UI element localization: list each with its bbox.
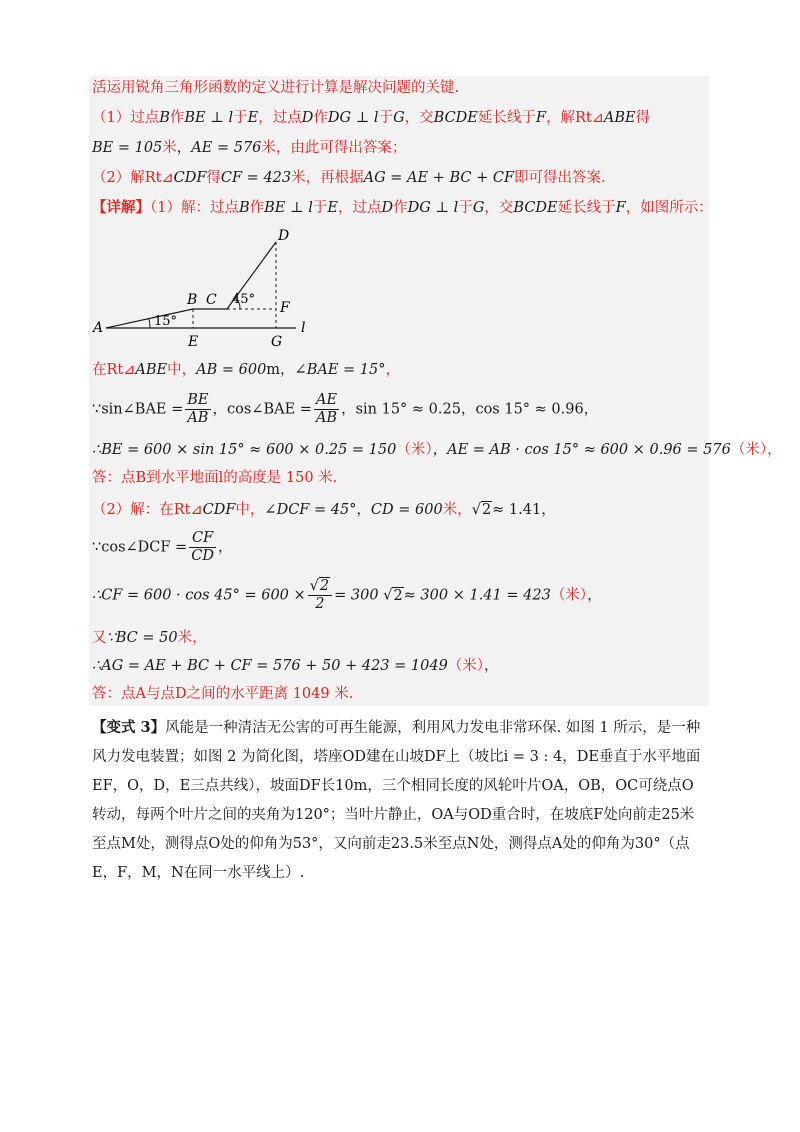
label-d: D: [278, 228, 290, 244]
sol1-text-b: 中，: [167, 362, 197, 378]
sol1-approx: ，sin 15° ≈ 0.25，cos 15° ≈ 0.96，: [341, 401, 599, 418]
label-e: E: [188, 334, 199, 350]
angle-arc-a: [149, 319, 150, 328]
hint1-text-a: （1）过点: [92, 110, 160, 126]
sol2-line3: ∴CF = 600 · cos 45° = 600 × $\frac{√2}{2}$ = 300 √2≈ 300 × 1.41 = 423（米），: [92, 578, 602, 612]
hint1-be-value: BE = 105: [92, 140, 163, 156]
sol2-again: 又: [92, 630, 107, 646]
sol2-cf-calc-c: ≈ 300 × 1.41 = 423: [403, 587, 551, 604]
sol1-be-calc: ∴BE = 600 × sin 15° ≈ 600 × 0.25 = 150: [92, 442, 397, 458]
fraction-sqrt2-2: $\frac{√2}{2}$: [308, 578, 332, 613]
label-a: A: [93, 320, 104, 336]
detail-text-a: （1）解：过点: [150, 200, 239, 216]
frac-numerator-cf: CF: [189, 530, 216, 548]
hint1-line1: （1）过点B作BE ⊥ l于E，过点D作DG ⊥ l于G，交BCDE延长线于F，解Rt⊿ABE得: [92, 110, 651, 126]
label-b: B: [187, 292, 198, 308]
hint1-text-c: ，过点: [258, 110, 302, 126]
sol2-line1: （2）解：在Rt⊿CDF中，∠DCF = 45°，CD = 600米，√2≈ 1.41，: [92, 502, 556, 518]
fraction-be-ab: [185, 392, 210, 427]
frac-numerator-ae: AE: [314, 392, 339, 410]
hint1-text-d: 作: [313, 110, 328, 126]
sol2-cf-calc-b: = 300: [334, 587, 379, 604]
detail-text-b: 作: [249, 200, 265, 216]
hint2-text-a: （2）解Rt: [92, 170, 162, 186]
variant-text: 风能是一种清洁无公害的可再生能源，利用风力发电非常环保. 如图 1 所示，是一种风力发电装置；如图 2 为简化图，塔座OD建在山坡DF上（坡比i = 3 : 4，DE垂直于水平地面EF，O，D，E三点共线），坡面DF长10m，三个相同长度的风轮叶片OA，OB，OC可绕点O转动，每两个叶片之间的夹角为120°；当叶片静止，OA与OD重合时，在坡底F处向前走25米至点M处，测得点O处的仰角为53°，又向前走23.5米至点N处，测得点A处的仰角为30°（点E，F，M，N在同一水平线上）.: [92, 720, 701, 881]
hint1-text-b: 作: [169, 110, 185, 126]
detail-text-f: 延长线于: [557, 200, 616, 216]
hint1-line2: BE = 105米，AE = 576米，由此可得出答案；: [92, 140, 407, 156]
sol1-text-a: 在Rt: [92, 362, 124, 378]
sol1-cos-label: ，cos∠BAE =: [212, 401, 312, 418]
sol2-cf-calc-a: ∴CF = 600 · cos 45° = 600 ×: [92, 587, 306, 604]
label-l: l: [301, 320, 306, 336]
detail-text-g: ，如图所示：: [625, 200, 713, 216]
label-c: C: [206, 292, 217, 308]
sol1-answer-text: 答：点B到水平地面l的高度是 150 米.: [92, 470, 338, 486]
hint1-tail: ，由此可得出答案；: [275, 140, 407, 156]
sol2-line5: ∴AG = AE + BC + CF = 576 + 50 + 423 = 1049（米），: [92, 658, 499, 674]
hint2-text-b: 得: [206, 170, 221, 186]
sol2-unit-ag: （米）: [447, 658, 485, 674]
sol2-text-a: （2）解：在Rt: [92, 502, 191, 518]
hint2-text-d: 即可得出答案.: [514, 170, 606, 186]
angle-label-15: 15°: [154, 314, 178, 329]
sqrt-radicand-2: 2: [393, 587, 403, 604]
sol2-unit: 米，: [442, 502, 472, 518]
sol2-cos-label: ∵cos∠DCF =: [92, 539, 188, 556]
frac-numerator-be: BE: [187, 392, 209, 408]
sol1-ab-value: AB = 600: [196, 362, 267, 378]
fraction-ae-ab: [314, 392, 339, 427]
intro-text: 活运用锐角三角形函数的定义进行计算是解决问题的关键.: [92, 80, 460, 96]
sol1-angle: ∠BAE = 15°: [294, 362, 386, 378]
sol1-unit2: （米）: [730, 442, 768, 458]
label-g: G: [271, 334, 283, 350]
sol2-angle: ∠DCF = 45°: [264, 502, 357, 518]
detail-text-c: ，过点: [337, 200, 382, 216]
sol1-unit-m: m，: [266, 362, 295, 378]
sol2-sqrt-approx: ≈ 1.41，: [492, 502, 556, 518]
hint1-ae-value: AE = 576: [191, 140, 262, 156]
detail-text-d: 作: [393, 200, 408, 216]
sol2-cd-value: CD = 600: [370, 502, 443, 518]
sol2-answer-text: 答：点A与点D之间的水平距离 1049 米.: [92, 686, 354, 702]
sqrt-radicand: 2: [481, 502, 492, 518]
sol1-line1: 在Rt⊿ABE中，AB = 600m，∠BAE = 15°，: [92, 362, 400, 378]
hint2-formula: AG = AE + BC + CF: [363, 170, 515, 186]
intro-line: [92, 78, 459, 98]
sol2-unit-cf: （米）: [550, 587, 588, 604]
hint1-text-h: 得: [635, 110, 651, 126]
frac-denominator-ab2: AB: [315, 410, 338, 426]
geometry-figure: [88, 222, 328, 350]
sol1-answer: [92, 468, 337, 488]
sol2-comma: ，: [356, 502, 371, 518]
sol2-line4: [92, 628, 207, 648]
sol1-sin-label: ∵sin∠BAE =: [92, 401, 184, 418]
frac-denominator-2: 2: [315, 596, 325, 612]
frac-denominator-cd: CD: [191, 548, 214, 564]
frac-sqrt-radicand: 2: [319, 578, 330, 594]
sol1-line2: [92, 392, 598, 427]
variant-problem: [92, 713, 708, 888]
hint2-line: （2）解Rt⊿CDF得CF = 423米，再根据AG = AE + BC + CF即可得出答案.: [92, 170, 606, 186]
hint2-text-c: 米，再根据: [291, 170, 364, 186]
sol1-line3: [92, 440, 782, 460]
fraction-cf-cd: [189, 530, 216, 565]
hint1-text-e: ，交: [404, 110, 434, 126]
hint1-text-f: 延长线于: [477, 110, 536, 126]
hint2-cf-value: CF = 423: [220, 170, 292, 186]
sol2-answer: [92, 684, 353, 704]
sol2-ag-calc: ∴AG = AE + BC + CF = 576 + 50 + 423 = 1049: [92, 658, 448, 674]
detail-text-e: ，交: [484, 200, 514, 216]
label-f: F: [280, 300, 290, 316]
hint1-text-g: ，解Rt: [545, 110, 592, 126]
sol1-comma: ，: [767, 442, 782, 458]
sol2-bc-value: ∵BC = 50: [106, 630, 178, 646]
angle-label-45: 45°: [232, 292, 256, 307]
sol2-text-b: 中，: [235, 502, 265, 518]
frac-denominator-ab: AB: [187, 410, 209, 426]
sol2-bc-unit: 米，: [177, 630, 207, 646]
sol2-line2: ∵cos∠DCF = $\frac{CF}{CD}$ ，: [92, 530, 233, 564]
variant-tag: 【变式 3】: [92, 719, 166, 736]
detail-tag: 【详解】: [92, 199, 150, 216]
sol1-ae-calc: ，AE = AB · cos 15° ≈ 600 × 0.96 = 576: [432, 442, 731, 458]
hint1-unit: 米: [162, 140, 177, 156]
detail-line: 【详解】（1）解：过点B作BE ⊥ l于E，过点D作DG ⊥ l于G，交BCDE延长线于F，如图所示：: [92, 199, 713, 216]
sol1-unit1: （米）: [396, 442, 433, 458]
